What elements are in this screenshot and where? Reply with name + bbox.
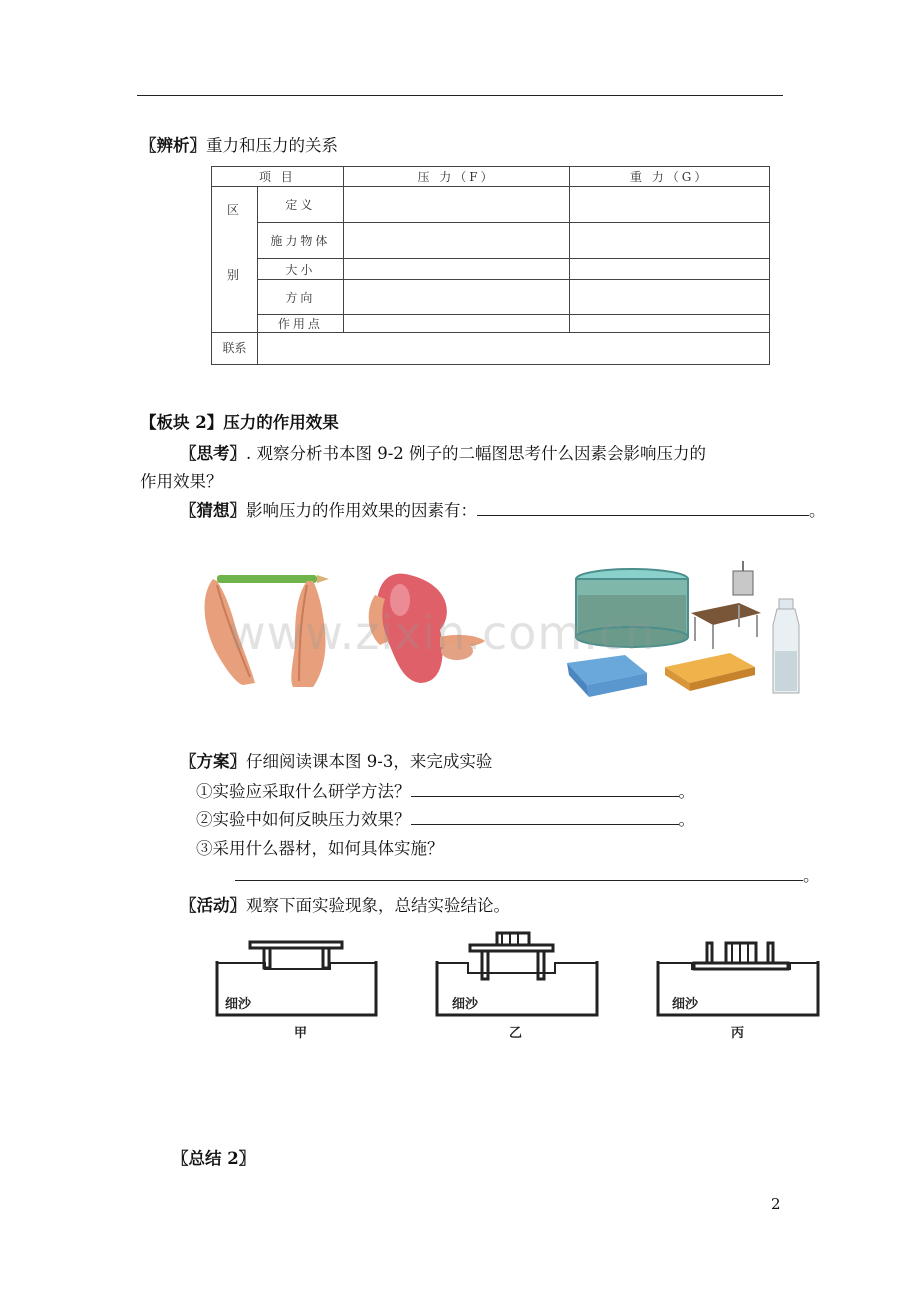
section-distinguish: [140, 132, 338, 156]
group-difference-top: 区: [226, 203, 242, 217]
page-number: 2: [771, 1195, 781, 1213]
caption-a: 甲: [294, 1026, 308, 1041]
row-definition: 定义: [257, 187, 343, 223]
section-text: 重力和压力的关系: [206, 136, 338, 155]
think-text: . 观察分析书本图 9-2 例子的二幅图思考什么因素会影响压力的: [246, 444, 707, 463]
header-pressure: 压 力（F）: [343, 167, 570, 187]
caption-c: 丙: [731, 1026, 745, 1041]
caption-b: 乙: [509, 1026, 523, 1041]
cell: [570, 280, 770, 315]
think-label: 〖思考〗: [180, 444, 246, 463]
cell: [570, 315, 770, 333]
plan-q1-end: 。: [678, 782, 695, 801]
guess-label: 〖猜想〗: [180, 501, 246, 520]
header-item: 项 目: [212, 167, 344, 187]
plan-text: 仔细阅读课本图 9-3，来完成实验: [246, 752, 493, 771]
activity-text: 观察下面实验现象，总结实验结论。: [246, 896, 510, 915]
plan-q2-blank[interactable]: [411, 808, 679, 825]
cell: [570, 187, 770, 223]
activity-line: [180, 892, 510, 916]
plan-line: [180, 748, 492, 772]
plan-q2: [196, 806, 695, 830]
row-force-exerting-object: 施力物体: [257, 223, 343, 259]
plan-q3-blank[interactable]: [235, 864, 803, 881]
row-point-of-action: 作用点: [257, 315, 343, 333]
sand-label-c: 细沙: [672, 997, 699, 1012]
guess-text: 影响压力的作用效果的因素有：: [246, 501, 477, 520]
plan-q2-text: ②实验中如何反映压力效果？: [196, 810, 411, 829]
group-difference-bottom: 别: [226, 268, 242, 282]
row-magnitude: 大小: [257, 259, 343, 280]
activity-label: 〖活动〗: [180, 896, 246, 915]
plan-q3: ③采用什么器材，如何具体实施？: [196, 839, 444, 858]
cell: [570, 259, 770, 280]
cell: [343, 259, 570, 280]
section2-title: 【板块 2】压力的作用效果: [140, 413, 339, 432]
group-relation: 联系: [212, 333, 258, 365]
sand-experiments-diagram: [210, 925, 825, 1020]
cell: [257, 333, 769, 365]
plan-q2-end: 。: [678, 810, 695, 829]
plan-q1: [196, 778, 695, 802]
think-line2: 作用效果？: [140, 472, 223, 491]
think-line1: [180, 440, 706, 464]
comparison-table: [211, 166, 770, 365]
sand-label-b: 细沙: [452, 997, 479, 1012]
plan-label: 〖方案〗: [180, 752, 246, 771]
plan-q3-end: 。: [803, 866, 820, 885]
header-gravity: 重 力（G）: [570, 167, 770, 187]
guess-answer-blank[interactable]: [477, 499, 809, 516]
plan-q1-text: ①实验应采取什么研学方法？: [196, 782, 411, 801]
cell: [343, 223, 570, 259]
plan-q1-blank[interactable]: [411, 780, 679, 797]
group-difference: [212, 187, 258, 333]
header-rule: [137, 95, 783, 96]
sand-label-a: 细沙: [225, 997, 252, 1012]
row-direction: 方向: [257, 280, 343, 315]
watermark: www.zixin.com.cn: [228, 606, 656, 660]
cell: [343, 187, 570, 223]
guess-end: 。: [809, 501, 826, 520]
summary-label: 〖总结 2〗: [172, 1149, 256, 1168]
cell: [343, 280, 570, 315]
cell: [570, 223, 770, 259]
guess-line: [180, 497, 826, 521]
cell: [343, 315, 570, 333]
section-label: 〖辨析〗: [140, 136, 206, 155]
plan-q3-answer: [235, 862, 820, 886]
